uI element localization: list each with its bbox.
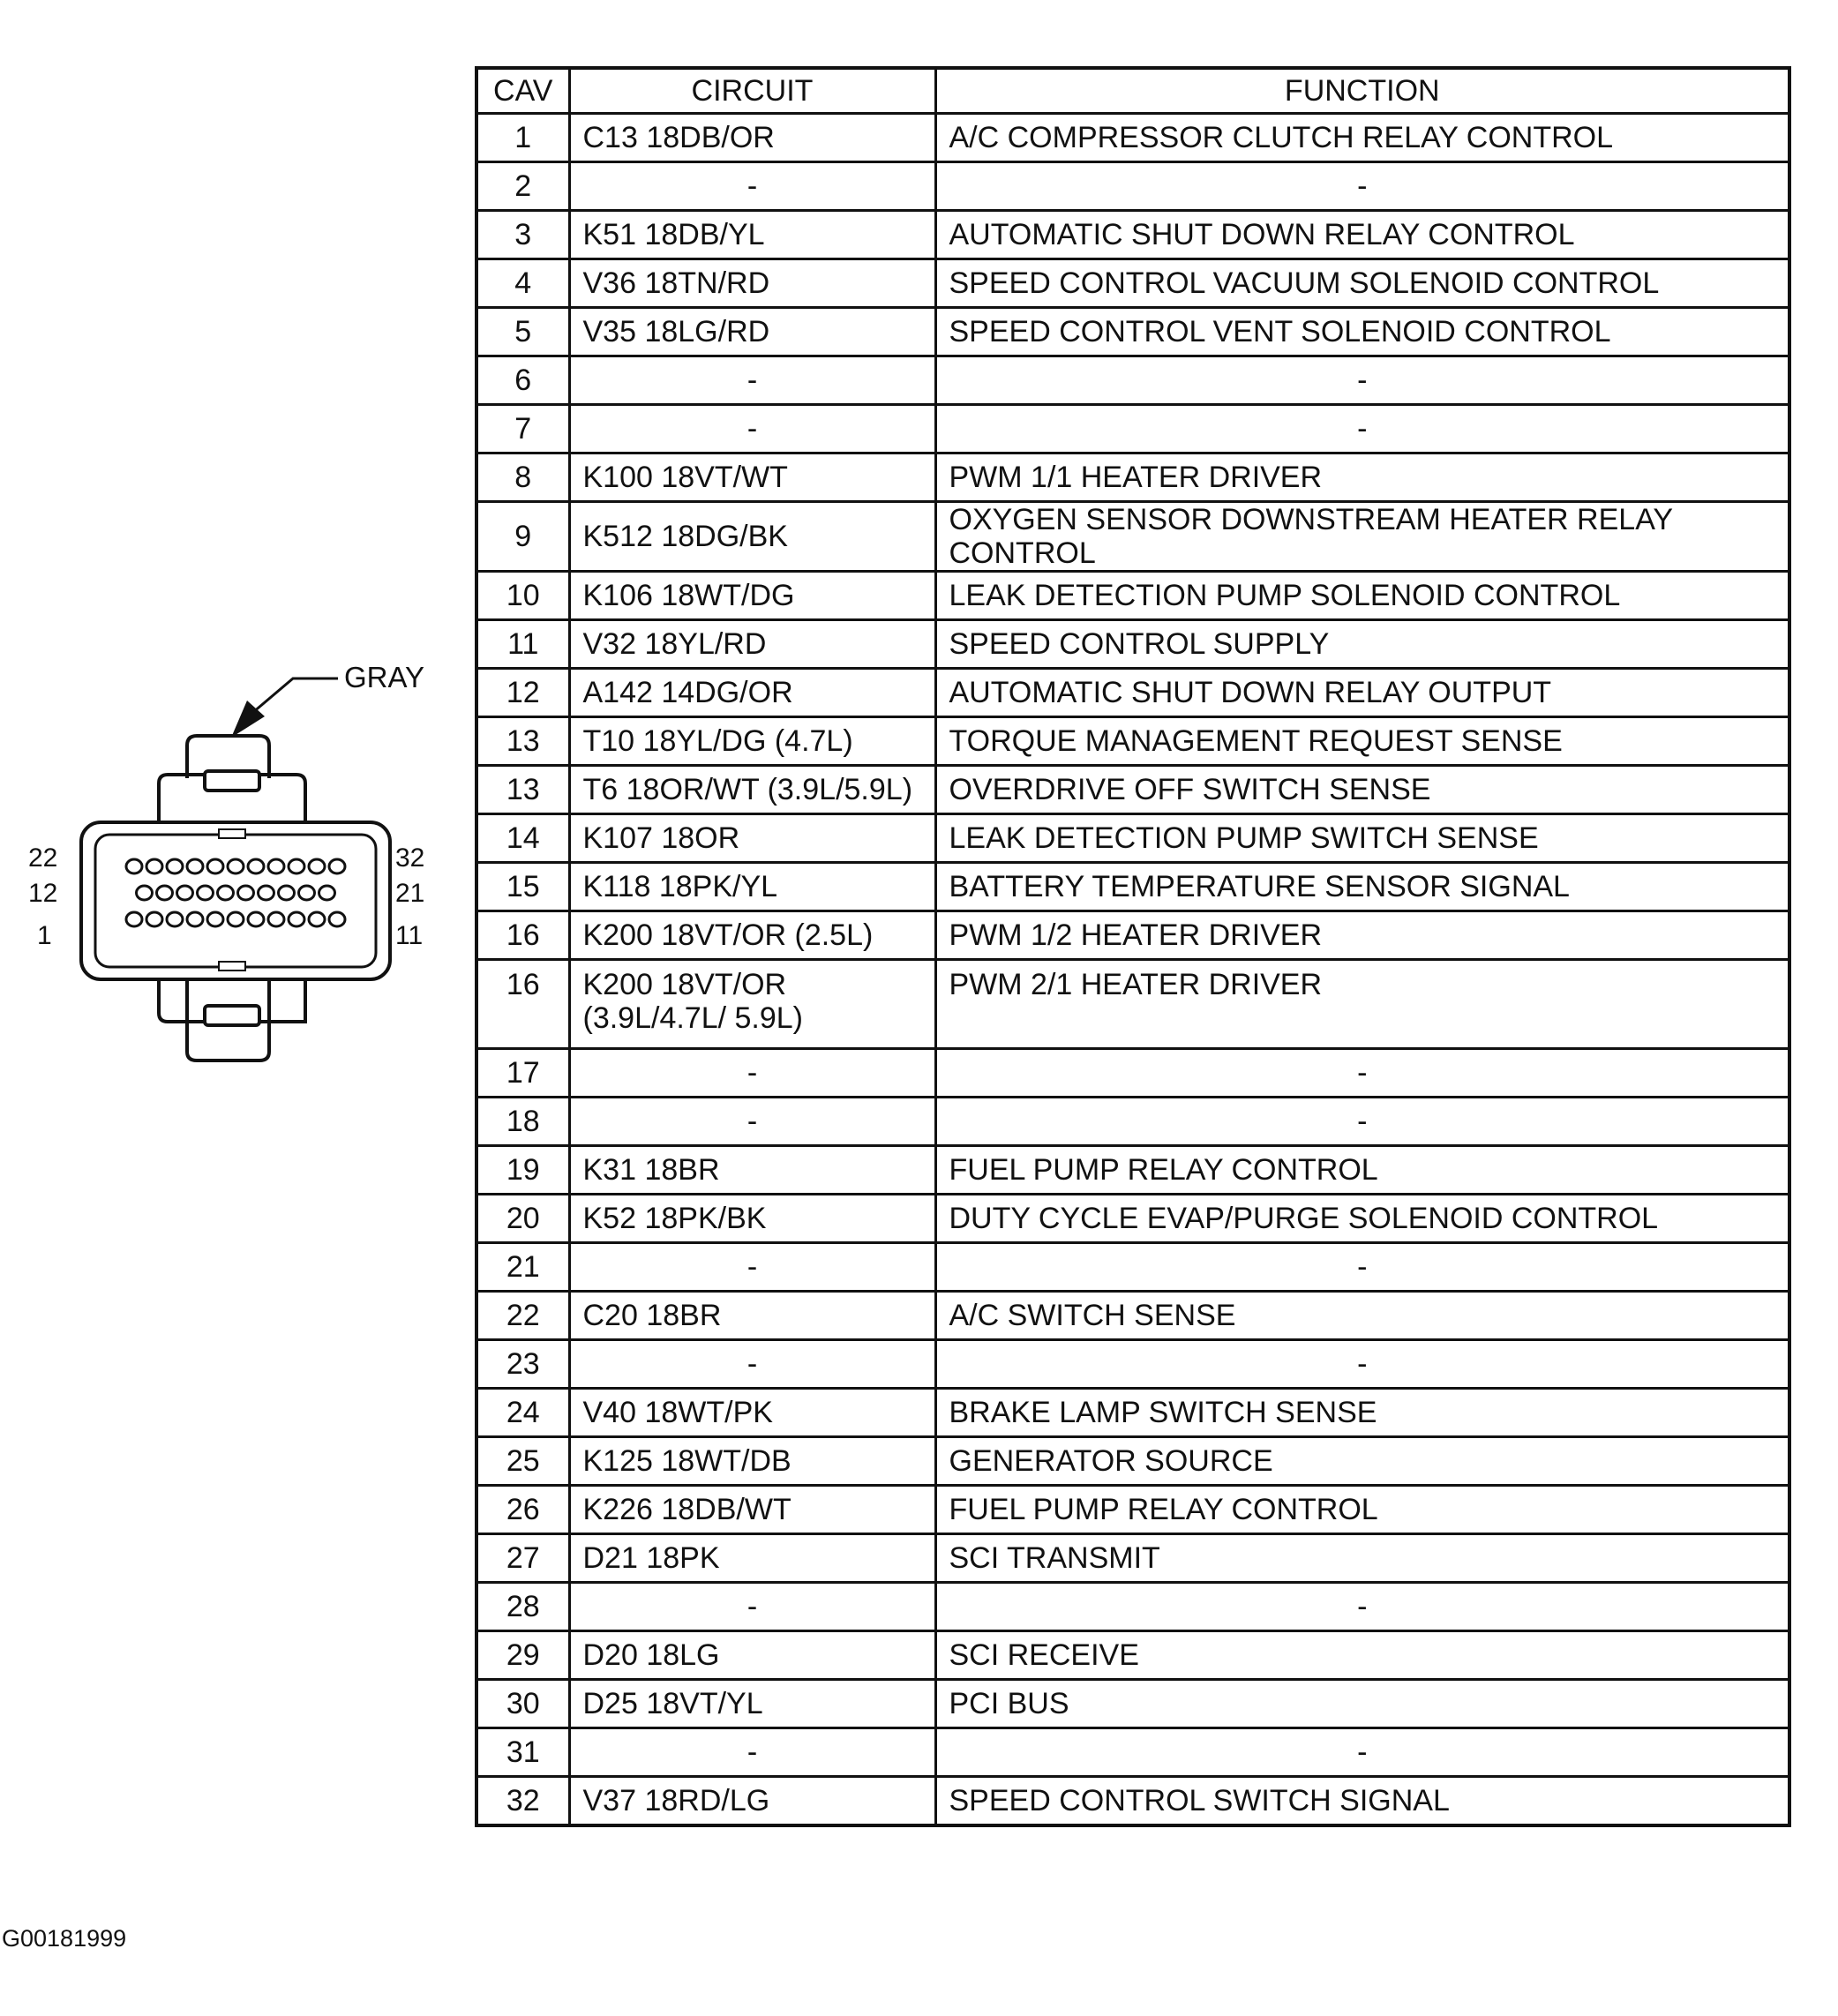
table-row: [476, 1340, 1789, 1389]
table-row: [476, 356, 1789, 405]
cav-cell: 13: [476, 717, 569, 766]
table-row: [476, 1631, 1789, 1680]
pinout-table: [475, 66, 1791, 1827]
cav-cell: 16: [476, 911, 569, 960]
function-cell: SCI TRANSMIT: [935, 1534, 1789, 1583]
function-cell: -: [935, 1583, 1789, 1631]
function-cell: DUTY CYCLE EVAP/PURGE SOLENOID CONTROL: [935, 1195, 1789, 1243]
pin-label-21: 21: [395, 879, 425, 908]
table-row: [476, 669, 1789, 717]
cav-cell: 11: [476, 620, 569, 669]
circuit-cell: V36 18TN/RD: [569, 259, 935, 308]
pin-cavity: [207, 859, 223, 873]
function-cell: PWM 2/1 HEATER DRIVER: [935, 960, 1789, 1049]
cav-cell: 24: [476, 1389, 569, 1437]
function-cell: -: [935, 1243, 1789, 1292]
circuit-cell: V40 18WT/PK: [569, 1389, 935, 1437]
pin-cavity: [259, 886, 274, 900]
function-cell: FUEL PUMP RELAY CONTROL: [935, 1486, 1789, 1534]
table-row: [476, 960, 1789, 1049]
pin-cavity: [289, 912, 304, 926]
pin-cavity: [309, 912, 325, 926]
pin-cavity: [187, 859, 203, 873]
figure-id: G00181999: [2, 1925, 127, 1952]
function-cell: PWM 1/2 HEATER DRIVER: [935, 911, 1789, 960]
function-cell: PCI BUS: [935, 1680, 1789, 1728]
cav-cell: 27: [476, 1534, 569, 1583]
pin-label-32: 32: [395, 843, 425, 873]
table-row: [476, 211, 1789, 259]
circuit-cell: -: [569, 1243, 935, 1292]
table-row: [476, 863, 1789, 911]
circuit-cell: D25 18VT/YL: [569, 1680, 935, 1728]
pin-cavity: [198, 886, 214, 900]
table-row: [476, 1680, 1789, 1728]
cav-cell: 14: [476, 814, 569, 863]
circuit-cell: V35 18LG/RD: [569, 308, 935, 356]
pin-cavity: [228, 859, 244, 873]
circuit-cell: -: [569, 1583, 935, 1631]
cav-cell: 16: [476, 960, 569, 1049]
circuit-cell: K226 18DB/WT: [569, 1486, 935, 1534]
function-cell: SCI RECEIVE: [935, 1631, 1789, 1680]
table-row: [476, 453, 1789, 502]
function-cell: SPEED CONTROL VACUUM SOLENOID CONTROL: [935, 259, 1789, 308]
circuit-cell: K200 18VT/OR (3.9L/4.7L/ 5.9L): [569, 960, 935, 1049]
table-row: [476, 1195, 1789, 1243]
function-cell: PWM 1/1 HEATER DRIVER: [935, 453, 1789, 502]
pin-cavity: [167, 859, 183, 873]
function-cell: -: [935, 405, 1789, 453]
pin-cavity: [268, 859, 284, 873]
pin-cavity: [218, 886, 234, 900]
cav-cell: 25: [476, 1437, 569, 1486]
cav-cell: 19: [476, 1146, 569, 1195]
function-cell: -: [935, 1049, 1789, 1098]
function-cell: A/C SWITCH SENSE: [935, 1292, 1789, 1340]
cav-cell: 8: [476, 453, 569, 502]
table-row: [476, 308, 1789, 356]
cav-cell: 23: [476, 1340, 569, 1389]
pin-cavity: [279, 886, 295, 900]
circuit-cell: K100 18VT/WT: [569, 453, 935, 502]
table-row: [476, 259, 1789, 308]
cav-cell: 1: [476, 114, 569, 162]
pin-cavity: [146, 912, 162, 926]
function-cell: OVERDRIVE OFF SWITCH SENSE: [935, 766, 1789, 814]
circuit-cell: D20 18LG: [569, 1631, 935, 1680]
table-row: [476, 1534, 1789, 1583]
cav-cell: 15: [476, 863, 569, 911]
pin-cavity: [289, 859, 304, 873]
function-cell: -: [935, 1098, 1789, 1146]
table-row: [476, 114, 1789, 162]
pin-cavity: [167, 912, 183, 926]
table-header-row: [476, 68, 1789, 114]
connector-diagram: [0, 618, 459, 1112]
pin-cavity: [329, 912, 345, 926]
pin-cavity: [238, 886, 254, 900]
function-cell: BATTERY TEMPERATURE SENSOR SIGNAL: [935, 863, 1789, 911]
cav-cell: 26: [476, 1486, 569, 1534]
table-row: [476, 502, 1789, 572]
pin-cavity: [137, 886, 153, 900]
circuit-cell: -: [569, 405, 935, 453]
pinout-body: [476, 114, 1789, 1826]
function-cell: OXYGEN SENSOR DOWNSTREAM HEATER RELAY CONTROL: [935, 502, 1789, 572]
pin-cavity: [177, 886, 193, 900]
circuit-cell: C13 18DB/OR: [569, 114, 935, 162]
circuit-cell: K125 18WT/DB: [569, 1437, 935, 1486]
circuit-cell: K52 18PK/BK: [569, 1195, 935, 1243]
table-row: [476, 1389, 1789, 1437]
pin-cavity: [299, 886, 315, 900]
pin-cavity: [319, 886, 335, 900]
circuit-cell: -: [569, 356, 935, 405]
table-row: [476, 814, 1789, 863]
connector-body: [81, 822, 390, 979]
circuit-cell: K200 18VT/OR (2.5L): [569, 911, 935, 960]
leader-line: [252, 678, 338, 713]
circuit-cell: -: [569, 1049, 935, 1098]
cav-cell: 5: [476, 308, 569, 356]
pin-cavity: [268, 912, 284, 926]
header-function: FUNCTION: [935, 68, 1789, 114]
function-cell: -: [935, 1728, 1789, 1777]
cav-cell: 10: [476, 572, 569, 620]
function-cell: SPEED CONTROL SWITCH SIGNAL: [935, 1777, 1789, 1826]
circuit-cell: -: [569, 1728, 935, 1777]
circuit-cell: V37 18RD/LG: [569, 1777, 935, 1826]
pin-label-12: 12: [28, 879, 58, 908]
table-row: [476, 1098, 1789, 1146]
pin-label-11: 11: [395, 921, 424, 950]
cav-cell: 21: [476, 1243, 569, 1292]
cav-cell: 31: [476, 1728, 569, 1777]
connector-color-label: GRAY: [344, 661, 425, 693]
circuit-cell: T10 18YL/DG (4.7L): [569, 717, 935, 766]
function-cell: AUTOMATIC SHUT DOWN RELAY OUTPUT: [935, 669, 1789, 717]
cav-cell: 3: [476, 211, 569, 259]
header-circuit: CIRCUIT: [569, 68, 935, 114]
bottom-latch: [159, 979, 305, 1060]
cav-cell: 29: [476, 1631, 569, 1680]
circuit-cell: K51 18DB/YL: [569, 211, 935, 259]
cav-cell: 6: [476, 356, 569, 405]
function-cell: BRAKE LAMP SWITCH SENSE: [935, 1389, 1789, 1437]
cav-cell: 18: [476, 1098, 569, 1146]
function-cell: FUEL PUMP RELAY CONTROL: [935, 1146, 1789, 1195]
circuit-cell: C20 18BR: [569, 1292, 935, 1340]
circuit-cell: D21 18PK: [569, 1534, 935, 1583]
circuit-cell: T6 18OR/WT (3.9L/5.9L): [569, 766, 935, 814]
table-row: [476, 1437, 1789, 1486]
table-row: [476, 1243, 1789, 1292]
cav-cell: 2: [476, 162, 569, 211]
circuit-cell: K31 18BR: [569, 1146, 935, 1195]
function-cell: TORQUE MANAGEMENT REQUEST SENSE: [935, 717, 1789, 766]
cav-cell: 28: [476, 1583, 569, 1631]
function-cell: SPEED CONTROL VENT SOLENOID CONTROL: [935, 308, 1789, 356]
circuit-cell: K512 18DG/BK: [569, 502, 935, 572]
pin-cavity: [157, 886, 173, 900]
circuit-cell: -: [569, 162, 935, 211]
table-row: [476, 911, 1789, 960]
pin-cavity: [207, 912, 223, 926]
table-row: [476, 1777, 1789, 1826]
circuit-cell: A142 14DG/OR: [569, 669, 935, 717]
table-row: [476, 1728, 1789, 1777]
cav-cell: 30: [476, 1680, 569, 1728]
function-cell: LEAK DETECTION PUMP SWITCH SENSE: [935, 814, 1789, 863]
table-row: [476, 162, 1789, 211]
cav-cell: 22: [476, 1292, 569, 1340]
function-cell: GENERATOR SOURCE: [935, 1437, 1789, 1486]
pin-cavity: [187, 912, 203, 926]
cav-cell: 4: [476, 259, 569, 308]
cav-cell: 32: [476, 1777, 569, 1826]
cav-cell: 13: [476, 766, 569, 814]
table-row: [476, 1049, 1789, 1098]
cav-cell: 17: [476, 1049, 569, 1098]
pin-label-22: 22: [28, 843, 58, 873]
table-row: [476, 1486, 1789, 1534]
header-cav: CAV: [476, 68, 569, 114]
pin-cavity: [248, 859, 264, 873]
circuit-cell: K118 18PK/YL: [569, 863, 935, 911]
function-cell: A/C COMPRESSOR CLUTCH RELAY CONTROL: [935, 114, 1789, 162]
pin-cavity: [146, 859, 162, 873]
pin-cavity: [248, 912, 264, 926]
function-cell: SPEED CONTROL SUPPLY: [935, 620, 1789, 669]
table-row: [476, 1583, 1789, 1631]
table-row: [476, 620, 1789, 669]
circuit-cell: K106 18WT/DG: [569, 572, 935, 620]
cav-cell: 20: [476, 1195, 569, 1243]
pin-cavity: [228, 912, 244, 926]
table-row: [476, 717, 1789, 766]
table-row: [476, 1292, 1789, 1340]
pin-cavity: [329, 859, 345, 873]
cav-cell: 9: [476, 502, 569, 572]
cav-cell: 12: [476, 669, 569, 717]
function-cell: AUTOMATIC SHUT DOWN RELAY CONTROL: [935, 211, 1789, 259]
table-row: [476, 766, 1789, 814]
function-cell: LEAK DETECTION PUMP SOLENOID CONTROL: [935, 572, 1789, 620]
pin-label-1: 1: [37, 921, 52, 950]
circuit-cell: V32 18YL/RD: [569, 620, 935, 669]
circuit-cell: -: [569, 1340, 935, 1389]
pin-cavity: [126, 859, 142, 873]
function-cell: -: [935, 1340, 1789, 1389]
function-cell: -: [935, 162, 1789, 211]
table-row: [476, 1146, 1789, 1195]
pin-cavity: [309, 859, 325, 873]
pin-cavity: [126, 912, 142, 926]
circuit-cell: -: [569, 1098, 935, 1146]
cav-cell: 7: [476, 405, 569, 453]
table-row: [476, 405, 1789, 453]
function-cell: -: [935, 356, 1789, 405]
circuit-cell: K107 18OR: [569, 814, 935, 863]
table-row: [476, 572, 1789, 620]
